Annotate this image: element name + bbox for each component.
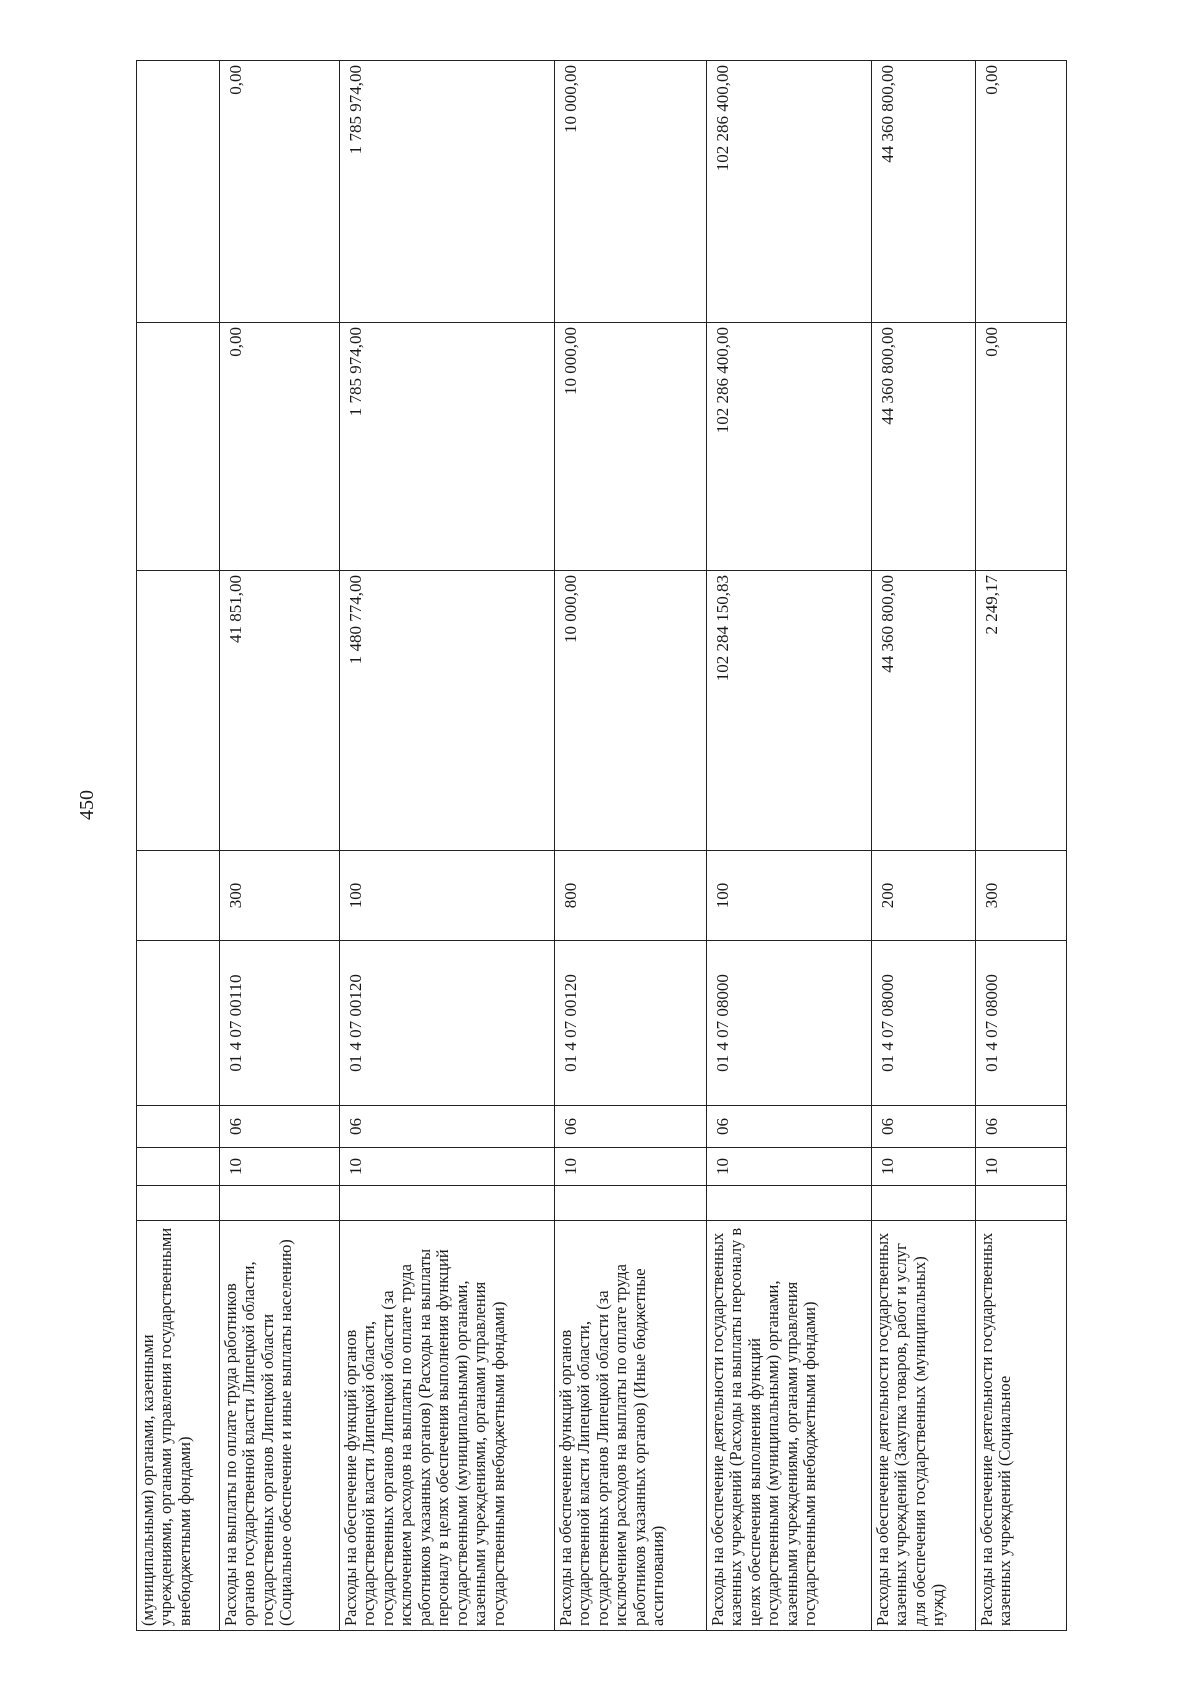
- row-description: Расходы на обеспечение деятельности государственных казенных учреждений (Расходы на выплаты персоналу в целях обеспечения выполнения функций государственными (муниципальными) органами, казенными учреждениями, органами управления государственными внебюджетными фондами): [707, 1221, 872, 1631]
- expense-type-code: 200: [872, 851, 976, 941]
- table-body: [137, 61, 1067, 1631]
- amount-col3: 44 360 800,00: [872, 61, 976, 323]
- ministry-code: [137, 1186, 220, 1221]
- ministry-code: [555, 1186, 707, 1221]
- row-description: Расходы на выплаты по оплате труда работников органов государственной власти Липецкой области, государственных органов Липецкой области (Социальное обеспечение и иные выплаты населению): [220, 1221, 340, 1631]
- subsection-code: 06: [872, 1106, 976, 1148]
- section-code: [137, 1148, 220, 1186]
- amount-col2: 0,00: [220, 323, 340, 571]
- row-description: (муниципальными) органами, казенными учреждениями, органами управления государственными внебюджетными фондами): [137, 1221, 220, 1631]
- section-code: 10: [220, 1148, 340, 1186]
- amount-col2: 10 000,00: [555, 323, 707, 571]
- amount-col1: 41 851,00: [220, 571, 340, 851]
- amount-col1: 44 360 800,00: [872, 571, 976, 851]
- target-article-code: [137, 941, 220, 1106]
- amount-col1: 10 000,00: [555, 571, 707, 851]
- amount-col2: 1 785 974,00: [340, 323, 555, 571]
- amount-col2: [137, 323, 220, 571]
- expense-type-code: 100: [340, 851, 555, 941]
- row-description: Расходы на обеспечение деятельности государственных казенных учреждений (Закупка товаров, работ и услуг для обеспечения государственных (муниципальных) нужд): [872, 1221, 976, 1631]
- subsection-code: 06: [555, 1106, 707, 1148]
- expense-type-code: [137, 851, 220, 941]
- subsection-code: 06: [220, 1106, 340, 1148]
- ministry-code: [707, 1186, 872, 1221]
- expense-type-code: 800: [555, 851, 707, 941]
- row-description: Расходы на обеспечение функций органов государственной власти Липецкой области, государственных органов Липецкой области (за исключением расходов на выплаты по оплате труда работников указанных органов) (Расходы на выплаты персоналу в целях обеспечения выполнения функций государственными (муниципальными) органами, казенными учреждениями, органами управления государственными внебюджетными фондами): [340, 1221, 555, 1631]
- target-article-code: 01 4 07 08000: [872, 941, 976, 1106]
- budget-table: [136, 60, 1067, 1631]
- amount-col2: 0,00: [976, 323, 1067, 571]
- target-article-code: 01 4 07 00120: [555, 941, 707, 1106]
- table-row: [976, 61, 1067, 1631]
- amount-col3: [137, 61, 220, 323]
- table-row: [340, 61, 555, 1631]
- target-article-code: 01 4 07 00120: [340, 941, 555, 1106]
- table-row: [137, 61, 220, 1631]
- section-code: 10: [707, 1148, 872, 1186]
- amount-col3: 0,00: [220, 61, 340, 323]
- ministry-code: [340, 1186, 555, 1221]
- subsection-code: 06: [340, 1106, 555, 1148]
- expense-type-code: 100: [707, 851, 872, 941]
- section-code: 10: [555, 1148, 707, 1186]
- section-code: 10: [340, 1148, 555, 1186]
- table-row: [220, 61, 340, 1631]
- row-description: Расходы на обеспечение функций органов государственной власти Липецкой области, государственных органов Липецкой области (за исключением расходов на выплаты по оплате труда работников указанных органов) (Иные бюджетные ассигнования): [555, 1221, 707, 1631]
- table-row: [872, 61, 976, 1631]
- amount-col3: 10 000,00: [555, 61, 707, 323]
- amount-col3: 0,00: [976, 61, 1067, 323]
- amount-col3: 1 785 974,00: [340, 61, 555, 323]
- amount-col1: 2 249,17: [976, 571, 1067, 851]
- expense-type-code: 300: [220, 851, 340, 941]
- subsection-code: 06: [707, 1106, 872, 1148]
- row-description: Расходы на обеспечение деятельности государственных казенных учреждений (Социальное: [976, 1221, 1067, 1631]
- rotated-table-container: [136, 61, 1066, 1631]
- amount-col1: [137, 571, 220, 851]
- amount-col3: 102 286 400,00: [707, 61, 872, 323]
- table-row: [555, 61, 707, 1631]
- amount-col1: 1 480 774,00: [340, 571, 555, 851]
- table-row: [707, 61, 872, 1631]
- expense-type-code: 300: [976, 851, 1067, 941]
- subsection-code: [137, 1106, 220, 1148]
- amount-col2: 102 286 400,00: [707, 323, 872, 571]
- ministry-code: [872, 1186, 976, 1221]
- amount-col2: 44 360 800,00: [872, 323, 976, 571]
- ministry-code: [220, 1186, 340, 1221]
- subsection-code: 06: [976, 1106, 1067, 1148]
- section-code: 10: [872, 1148, 976, 1186]
- ministry-code: [976, 1186, 1067, 1221]
- amount-col1: 102 284 150,83: [707, 571, 872, 851]
- page-number: 450: [76, 790, 98, 820]
- target-article-code: 01 4 07 08000: [707, 941, 872, 1106]
- target-article-code: 01 4 07 00110: [220, 941, 340, 1106]
- section-code: 10: [976, 1148, 1067, 1186]
- target-article-code: 01 4 07 08000: [976, 941, 1067, 1106]
